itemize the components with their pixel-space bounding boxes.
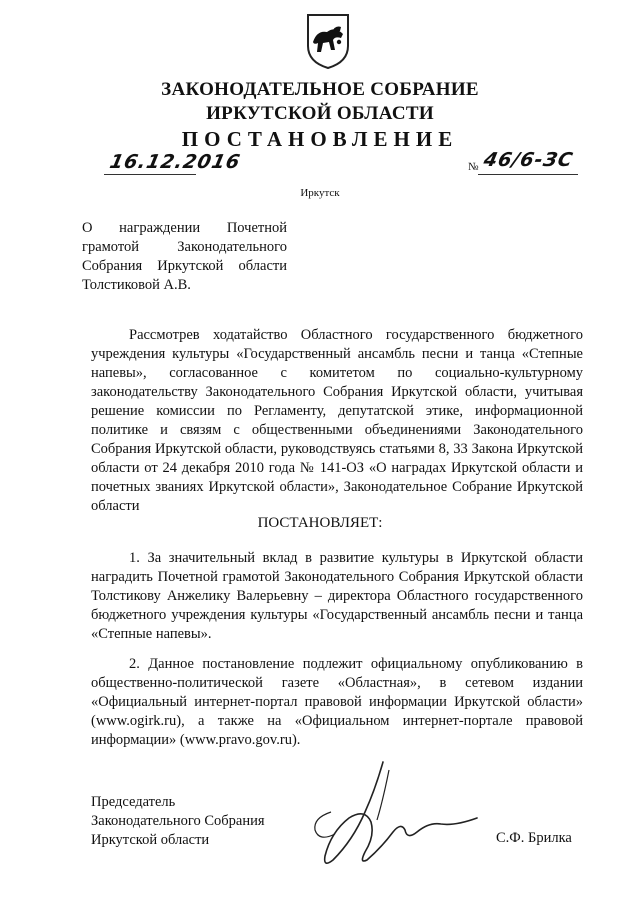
signatory-name: С.Ф. Брилка bbox=[496, 830, 572, 846]
date-underline bbox=[104, 174, 196, 175]
number-underline bbox=[478, 174, 578, 175]
document-date: 16.12.2016 bbox=[107, 151, 243, 173]
document-type: ПОСТАНОВЛЕНИЕ bbox=[181, 127, 459, 151]
document-subject: О награждении Почетной грамотой Законодательного Собрания Иркутской области Толстиковой А.В. bbox=[82, 220, 287, 293]
number-label: № bbox=[468, 161, 479, 173]
signatory-title-line3: Иркутской области bbox=[91, 832, 210, 848]
irkutsk-region-emblem-icon bbox=[305, 12, 351, 70]
preamble-paragraph: Рассмотрев ходатайство Областного государственного бюджетного учреждения культуры «Государственный ансамбль песни и танца «Степные напевы», согласованное с комитетом по социально-культурному законодательству Законодательного Собрания Иркутской области, учитывая решение комиссии по Регламенту, депутатской этике, информационной политике и связям с общественными объединениями Законодательного Собрания Иркутской области, руководствуясь статьями 8, 33 Закона Иркутской области от 24 декабря 2010 года № 141-ОЗ «О наградах Иркутской области и почетных званиях Иркутской области», Законодательное Собрание Иркутской области bbox=[91, 327, 583, 514]
city: Иркутск bbox=[300, 187, 340, 199]
handwritten-signature bbox=[305, 760, 480, 875]
resolution-item-2: 2. Данное постановление подлежит официальному опубликованию в общественно-политической газете «Областная», в сетевом издании «Официальный интернет-портал правовой информации Иркутской области» (www.ogirk.ru), а также на «Официальном интернет-портале правовой информации» (www.pravo.gov.ru). bbox=[91, 656, 583, 748]
resolves-heading: ПОСТАНОВЛЯЕТ: bbox=[257, 515, 383, 531]
resolution-item-1: 1. За значительный вклад в развитие культуры в Иркутской области наградить Почетной грамотой Законодательного Собрания Иркутской области Толстикову Анжелику Валерьевну – директора Областного государственного бюджетного учреждения культуры «Государственный ансамбль песни и танца «Степные напевы». bbox=[91, 550, 583, 642]
signatory-title-line2: Законодательного Собрания bbox=[91, 813, 265, 829]
org-name-line2: ИРКУТСКОЙ ОБЛАСТИ bbox=[206, 103, 434, 124]
signatory-title-line1: Председатель bbox=[91, 794, 176, 810]
document-number: 46/6-ЗС bbox=[481, 149, 576, 171]
org-name-line1: ЗАКОНОДАТЕЛЬНОЕ СОБРАНИЕ bbox=[161, 79, 479, 100]
signatory-title bbox=[91, 793, 265, 850]
